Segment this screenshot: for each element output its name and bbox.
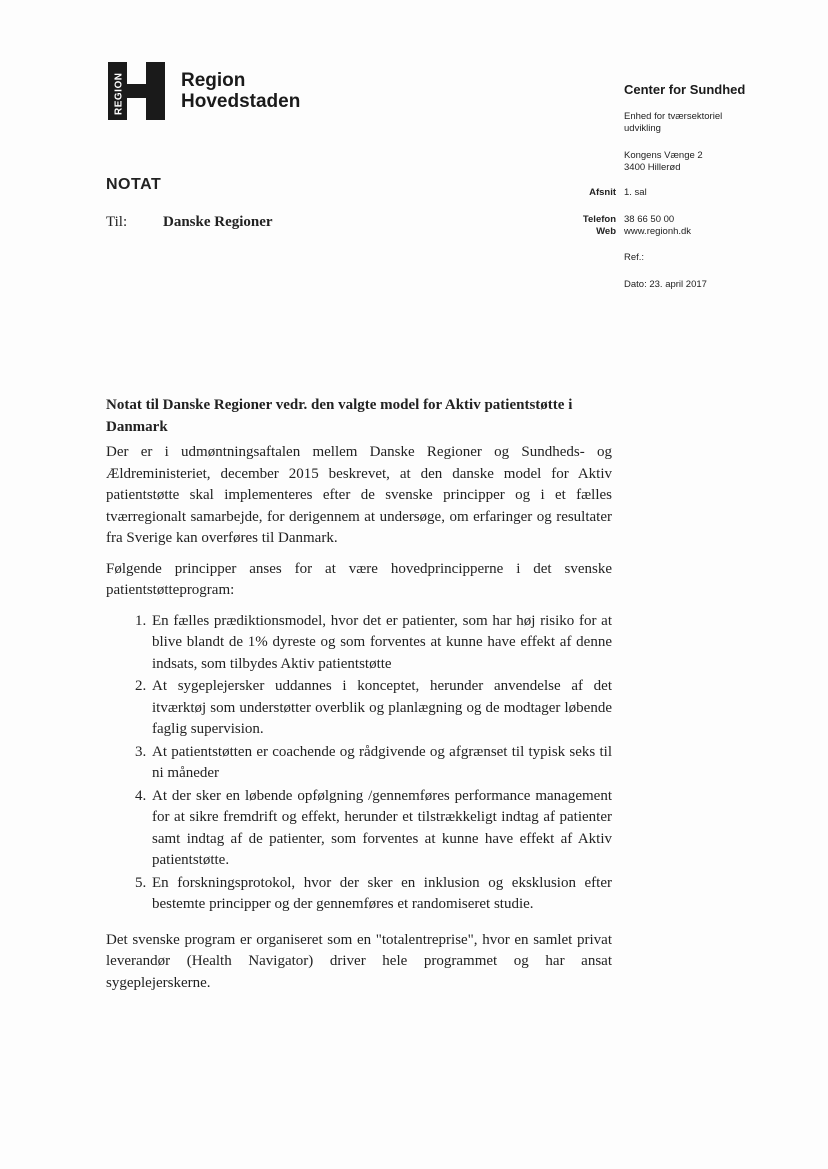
memo-body (106, 395, 612, 1003)
date-line: Dato: 23. april 2017 (624, 279, 707, 290)
logo-line1: Region (181, 70, 246, 91)
region-hovedstaden-logo (108, 62, 165, 120)
address-line2: 3400 Hillerød (624, 162, 681, 173)
unit-line1: Enhed for tværsektoriel (624, 111, 723, 122)
paragraph-principles-intro: Følgende principper anses for at være hovedprincipperne i det svenske patientstøtteprogram: (106, 560, 612, 598)
afsnit-label: Afsnit (589, 187, 616, 198)
list-item: 3. At patientstøtten er coachende og rådgivende og afgrænset til typisk seks til ni måneder (150, 742, 612, 785)
list-item: 1. En fælles prædiktionsmodel, hvor det er patienter, som har høj risiko for at blive blandt de 1% dyreste og som forventes at kunne have effekt af denne indsats, som tilbydes Aktiv patientstøtte (150, 611, 612, 676)
ref-line: Ref.: (624, 252, 645, 263)
telefon-label: Telefon (582, 214, 616, 225)
paragraph-intro: Der er i udmøntningsaftalen mellem Danske Regioner og Sundheds- og Ældreministeriet, december 2015 beskrevet, at den danske model for Aktiv patientstøtte skal implementeres efter de svenske principper og i et fælles tværregionalt samarbejde, for derigennem at undersøge, om erfaringer og resultater fra Sverige kan overføres til Danmark. (106, 444, 612, 546)
center-name: Center for Sundhed (624, 82, 746, 97)
paragraph-organisation: Det svenske program er organiseret som en "totalentreprise", hvor en samlet privat leverandør (Health Navigator) driver hele programmet og har ansat sygeplejerskerne. (106, 931, 612, 991)
list-item: 4. At der sker en løbende opfølgning /gennemføres performance management for at sikre fremdrift og effekt, herunder et tilstrækkeligt indtag af patienter samt indtag af de patienter, som forventes at kunne have effekt af Aktiv patientstøtte. (150, 786, 612, 872)
web-label: Web (596, 226, 616, 237)
telefon-value: 38 66 50 00 (624, 214, 675, 225)
afsnit-value: 1. sal (624, 187, 647, 198)
unit-name (624, 111, 722, 135)
list-item: 5. En forskningsprotokol, hvor der sker en inklusion og eksklusion efter bestemte principper og der gennemføres et randomiseret studie. (150, 873, 612, 916)
memo-heading: Notat til Danske Regioner vedr. den valgte model for Aktiv patientstøtte i Danmark (106, 397, 573, 435)
list-item: 2. At sygeplejersker uddannes i konceptet, herunder anvendelse af det itværktøj som understøtter overblik og planlægning og de modtager løbende faglig supervision. (150, 676, 612, 741)
address-line1: Kongens Vænge 2 (624, 150, 703, 161)
principles-list (106, 611, 612, 916)
address (624, 150, 703, 174)
logo-line2: Hovedstaden (181, 91, 301, 112)
web-value: www.regionh.dk (624, 226, 692, 237)
recipient-name: Danske Regioner (163, 214, 273, 230)
recipient-label: Til: (106, 214, 128, 230)
unit-line2: udvikling (624, 123, 661, 134)
document-type: NOTAT (106, 176, 162, 193)
logo-wordmark (181, 70, 300, 112)
logo-vertical-text: REGION (113, 72, 125, 115)
